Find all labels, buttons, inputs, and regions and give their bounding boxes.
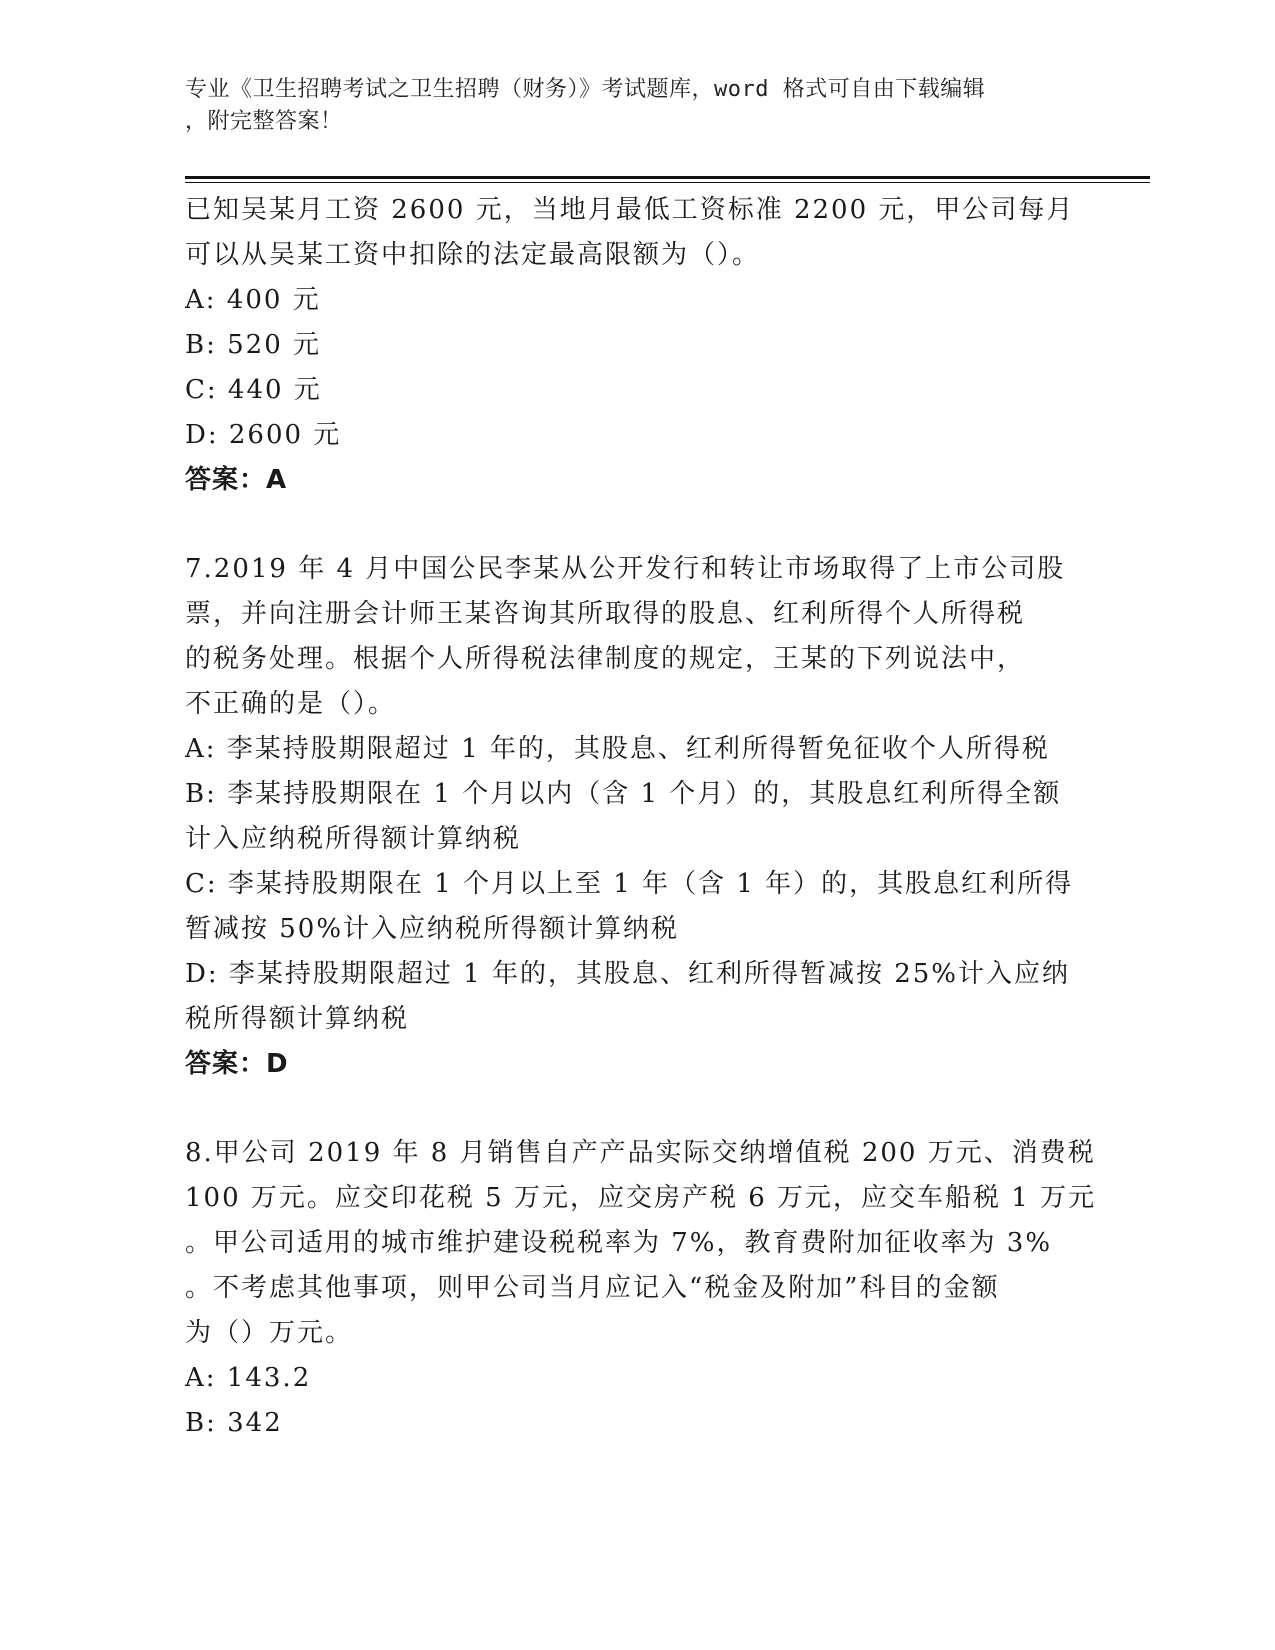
question-7 [185,547,1085,1087]
header-title-line: 专业《卫生招聘考试之卫生招聘（财务）》考试题库，word 格式可自由下载编辑 [185,77,986,102]
option-d-continued: 税所得额计算纳税 [185,1004,410,1034]
option-a: A: 143.2 [185,1363,312,1393]
question-stem-line: 。甲公司适用的城市维护建设税税率为 7%，教育费附加征收率为 3% [185,1228,1053,1258]
question-stem-line: 的税务处理。根据个人所得税法律制度的规定，王某的下列说法中， [185,644,1026,674]
question-6 [185,188,1085,503]
spacer [185,1087,1085,1131]
option-c: C: 440 元 [185,375,322,405]
question-stem-line: 不正确的是（）。 [185,689,397,719]
question-stem-line: 7.2019 年 4 月中国公民李某从公开发行和转让市场取得了上市公司股 [185,554,1066,584]
header-subtitle-line: ，附完整答案！ [185,109,343,134]
spacer [185,503,1085,547]
question-stem-line: 8.甲公司 2019 年 8 月销售自产产品实际交纳增值税 200 万元、消费税 [185,1138,1096,1168]
header-rule-thin [185,182,1150,183]
option-b: B: 342 [185,1408,283,1438]
question-content [185,188,1097,1446]
option-b: B: 520 元 [185,330,322,360]
document-header [185,74,1065,138]
option-c: C: 李某持股期限在 1 个月以上至 1 年（含 1 年）的，其股息红利所得 [185,869,1074,899]
option-d: D: 2600 元 [185,420,342,450]
option-a: A: 400 元 [185,285,321,315]
answer-line: 答案：D [185,1049,289,1079]
option-b: B: 李某持股期限在 1 个月以内（含 1 个月）的，其股息红利所得全额 [185,779,1062,809]
option-b-continued: 计入应纳税所得额计算纳税 [185,824,522,854]
option-a: A: 李某持股期限超过 1 年的，其股息、红利所得暂免征收个人所得税 [185,734,1050,764]
answer-line: 答案：A [185,465,288,495]
option-c-continued: 暂减按 50%计入应纳税所得额计算纳税 [185,914,680,944]
question-stem-line: 。不考虑其他事项，则甲公司当月应记入“税金及附加”科目的金额 [185,1273,1000,1303]
question-8 [185,1131,1097,1446]
question-stem-line: 100 万元。应交印花税 5 万元，应交房产税 6 万元，应交车船税 1 万元 [185,1183,1097,1213]
question-stem-line: 可以从吴某工资中扣除的法定最高限额为（）。 [185,240,761,270]
question-stem-line: 已知吴某月工资 2600 元，当地月最低工资标准 2200 元，甲公司每月 [185,195,1075,225]
option-d: D: 李某持股期限超过 1 年的，其股息、红利所得暂减按 25%计入应纳 [185,959,1070,989]
question-stem-line: 为（）万元。 [185,1318,354,1348]
question-stem-line: 票，并向注册会计师王某咨询其所取得的股息、红利所得个人所得税 [185,599,1026,629]
header-rule-thick [185,176,1150,179]
